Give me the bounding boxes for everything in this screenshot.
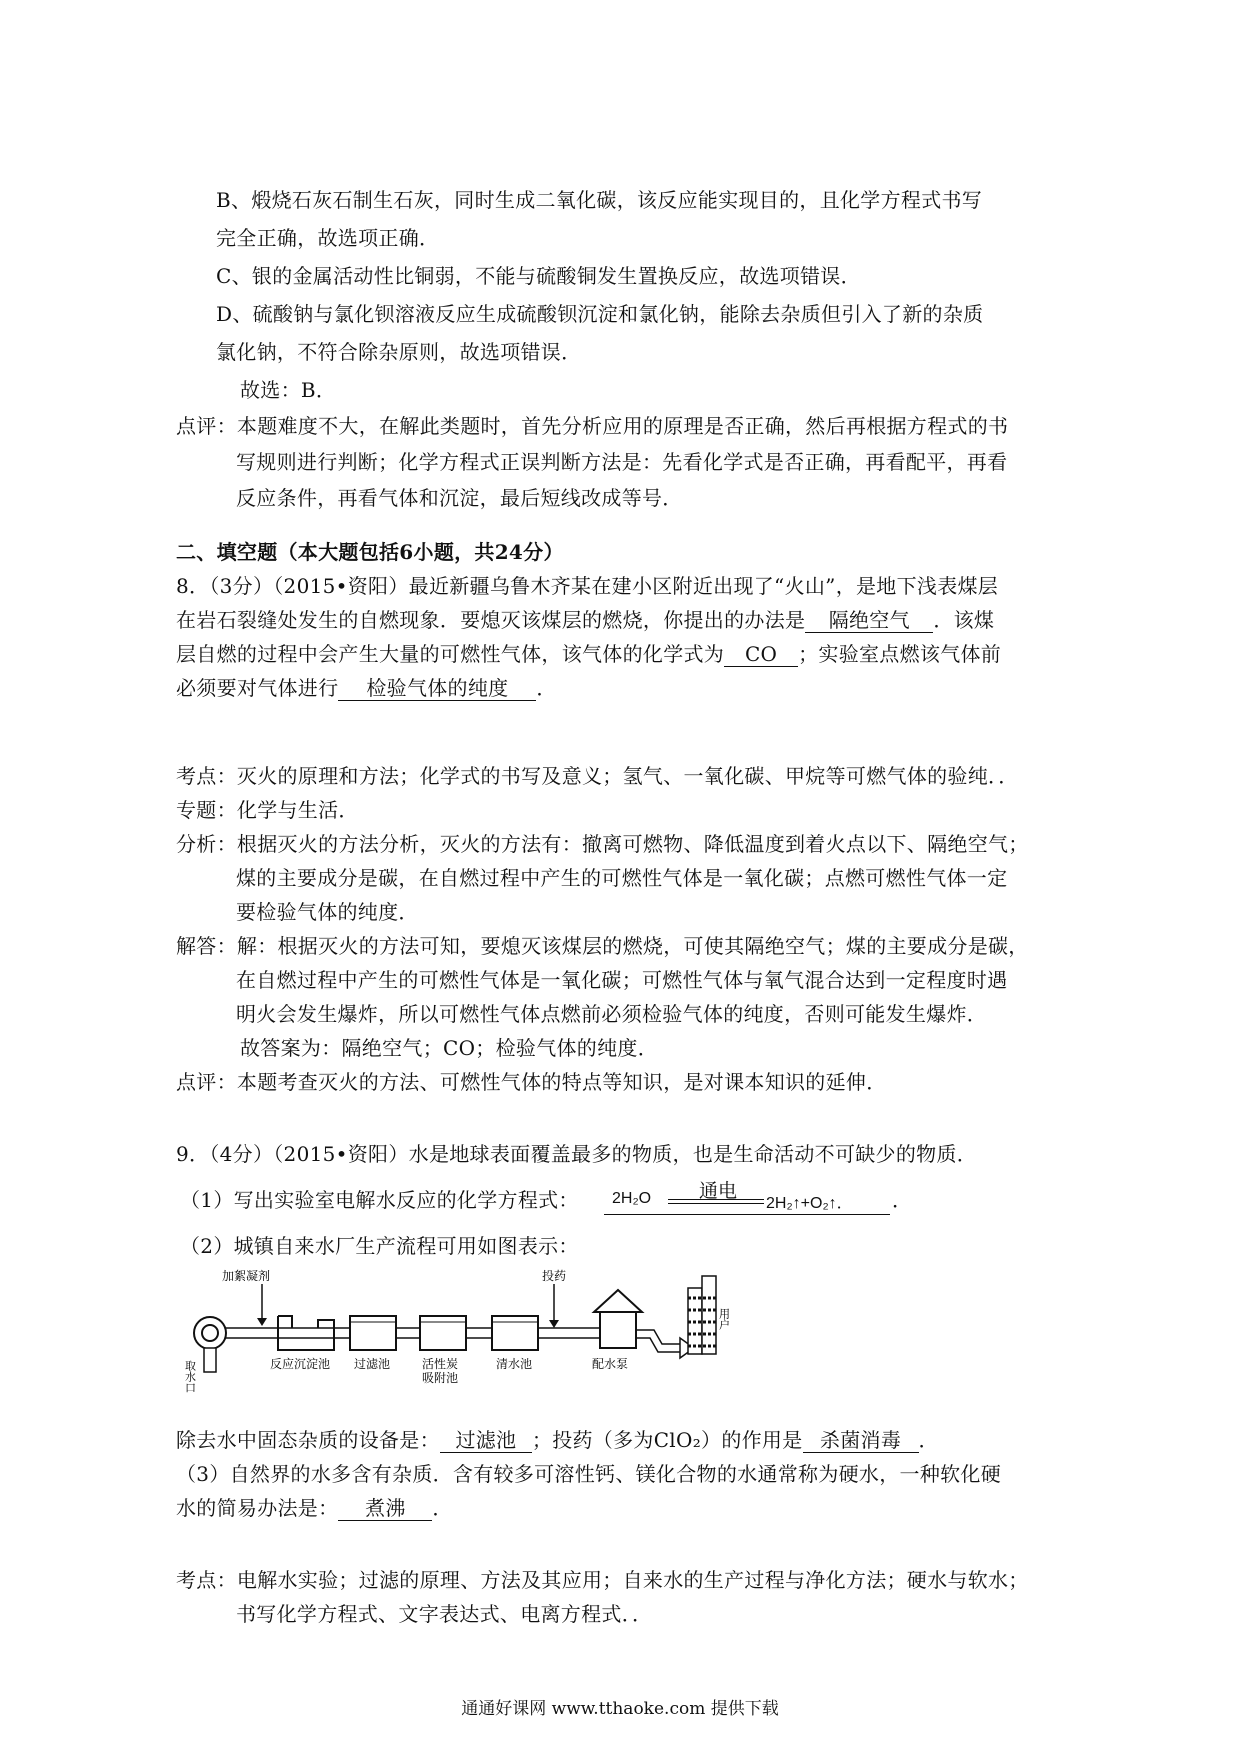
text: ． xyxy=(432,1496,453,1520)
text: 层自燃的过程中会产生大量的可燃性气体，该气体的化学式为 xyxy=(176,642,725,666)
answer-underline xyxy=(604,1214,890,1215)
text: ；投药（多为ClO₂）的作用是 xyxy=(531,1428,803,1452)
analysis-line: 煤的主要成分是碳，在自燃过程中产生的可燃性气体是一氧化碳；点燃可燃性气体一定 xyxy=(236,866,1008,890)
text-line: B、煅烧石灰石制生石灰，同时生成二氧化碳，该反应能实现目的，且化学方程式书写 xyxy=(216,188,983,212)
text-line: C、银的金属活动性比铜弱，不能与硫酸铜发生置换反应，故选项错误． xyxy=(216,264,861,288)
solution-line: 解答：解：根据灭火的方法可知，要熄灭该煤层的燃烧，可使其隔绝空气；煤的主要成分是碳， xyxy=(176,934,1029,958)
text: ． xyxy=(536,676,557,700)
equation-right: 2H₂↑+O₂↑． xyxy=(766,1195,853,1212)
filter-tank-icon xyxy=(350,1316,396,1350)
question-8-line: 8．（3分）（2015•资阳）最近新疆乌鲁木齐某在建小区附近出现了“火山”，是地下浅表煤层 xyxy=(176,574,999,598)
answer-blank: 检验气体的纯度 xyxy=(338,676,536,701)
text: 必须要对气体进行 xyxy=(176,676,339,700)
answer-blank: 杀菌消毒 xyxy=(803,1428,919,1453)
key-point: 考点：灭火的原理和方法；化学式的书写及意义；氢气、一氧化碳、甲烷等可燃气体的验纯．． xyxy=(176,764,1019,788)
comment-line: 写规则进行判断；化学方程式正误判断方法是：先看化学式是否正确，再看配平，再看 xyxy=(236,450,1008,474)
question-8-line xyxy=(176,606,994,634)
key-point: 书写化学方程式、文字表达式、电离方程式．． xyxy=(236,1602,653,1626)
answer-blank: 隔绝空气 xyxy=(805,608,933,633)
solution-line: 明火会发生爆炸，所以可燃性气体点燃前必须检验气体的纯度，否则可能发生爆炸． xyxy=(236,1002,988,1026)
question-9-part3: （3）自然界的水多含有杂质．含有较多可溶性钙、镁化合物的水通常称为硬水，一种软化硬 xyxy=(176,1462,1002,1486)
page-footer: 通通好课网 www.tthaoke.com 提供下载 xyxy=(461,1699,779,1719)
sedimentation-tank-icon xyxy=(278,1316,334,1350)
pump-house-icon xyxy=(600,1312,636,1348)
comment-line: 点评：本题难度不大，在解此类题时，首先分析应用的原理是否正确，然后再根据方程式的书 xyxy=(176,414,1009,438)
section-title: 二、填空题（本大题包括6小题，共24分） xyxy=(176,540,564,564)
analysis-line: 要检验气体的纯度． xyxy=(236,900,419,924)
question-9-part2-answer xyxy=(176,1426,939,1454)
text-line: D、硫酸钠与氯化钡溶液反应生成硫酸钡沉淀和氯化钠，能除去杂质但引入了新的杂质 xyxy=(216,302,984,326)
pump-label: 配水泵 xyxy=(592,1357,629,1371)
carbon-tank-icon xyxy=(420,1316,466,1350)
topic: 专题：化学与生活． xyxy=(176,798,359,822)
question-9-part3-answer xyxy=(176,1494,453,1522)
clear-label: 清水池 xyxy=(496,1357,533,1371)
sedimentation-label: 反应沉淀池 xyxy=(270,1357,331,1371)
clear-tank-icon xyxy=(492,1316,538,1350)
comment-line: 点评：本题考查灭火的方法、可燃性气体的特点等知识，是对课本知识的延伸． xyxy=(176,1070,887,1094)
water-plant-flow-diagram xyxy=(182,1268,802,1408)
text-line: 完全正确，故选项正确． xyxy=(216,226,440,250)
answer-line: 故选：B． xyxy=(240,378,337,402)
text-line: 氯化钠，不符合除杂原则，故选项错误． xyxy=(216,340,582,364)
text: 除去水中固态杂质的设备是： xyxy=(176,1428,440,1452)
text: ；实验室点燃该气体前 xyxy=(798,642,1002,666)
intake-label: 取水口 xyxy=(183,1360,197,1393)
equation-condition: 通电 xyxy=(698,1180,737,1202)
answer-blank: 煮沸 xyxy=(338,1496,432,1521)
answer-blank: 过滤池 xyxy=(440,1428,532,1453)
equation-left: 2H₂O xyxy=(612,1190,652,1207)
text: 水的简易办法是： xyxy=(176,1496,339,1520)
question-9-part2: （2）城镇自来水厂生产流程可用如图表示： xyxy=(180,1234,579,1258)
question-8-line xyxy=(176,640,1001,668)
solution-line: 在自燃过程中产生的可燃性气体是一氧化碳；可燃性气体与氧气混合达到一定程度时遇 xyxy=(236,968,1008,992)
question-9-part1: （1）写出实验室电解水反应的化学方程式： xyxy=(180,1188,579,1212)
text: ．该煤 xyxy=(933,608,995,632)
text: ． xyxy=(918,1428,939,1452)
user-label: 用户 xyxy=(717,1308,731,1330)
analysis-line: 分析：根据灭火的方法分析，灭火的方法有：撤离可燃物、降低温度到着火点以下、隔绝空气； xyxy=(176,832,1029,856)
answer-blank: CO xyxy=(724,642,798,667)
flocculant-label: 加絮凝剂 xyxy=(222,1269,271,1283)
carbon-label-1: 活性炭 xyxy=(422,1357,459,1371)
dosing-label: 投药 xyxy=(542,1269,567,1283)
text: ． xyxy=(892,1188,913,1212)
question-9-line: 9．（4分）（2015•资阳）水是地球表面覆盖最多的物质，也是生命活动不可缺少的物质． xyxy=(176,1142,978,1166)
text: 在岩石裂缝处发生的自燃现象．要熄灭该煤层的燃烧，你提出的办法是 xyxy=(176,608,806,632)
comment-line: 反应条件，再看气体和沉淀，最后短线改成等号． xyxy=(236,486,683,510)
solution-line: 故答案为：隔绝空气；CO；检验气体的纯度． xyxy=(240,1036,658,1060)
question-8-line xyxy=(176,674,557,702)
filter-label: 过滤池 xyxy=(354,1357,391,1371)
equation-sign xyxy=(668,1199,764,1204)
key-point: 考点：电解水实验；过滤的原理、方法及其应用；自来水的生产过程与净化方法；硬水与软水； xyxy=(176,1568,1029,1592)
carbon-label-2: 吸附池 xyxy=(422,1371,459,1385)
